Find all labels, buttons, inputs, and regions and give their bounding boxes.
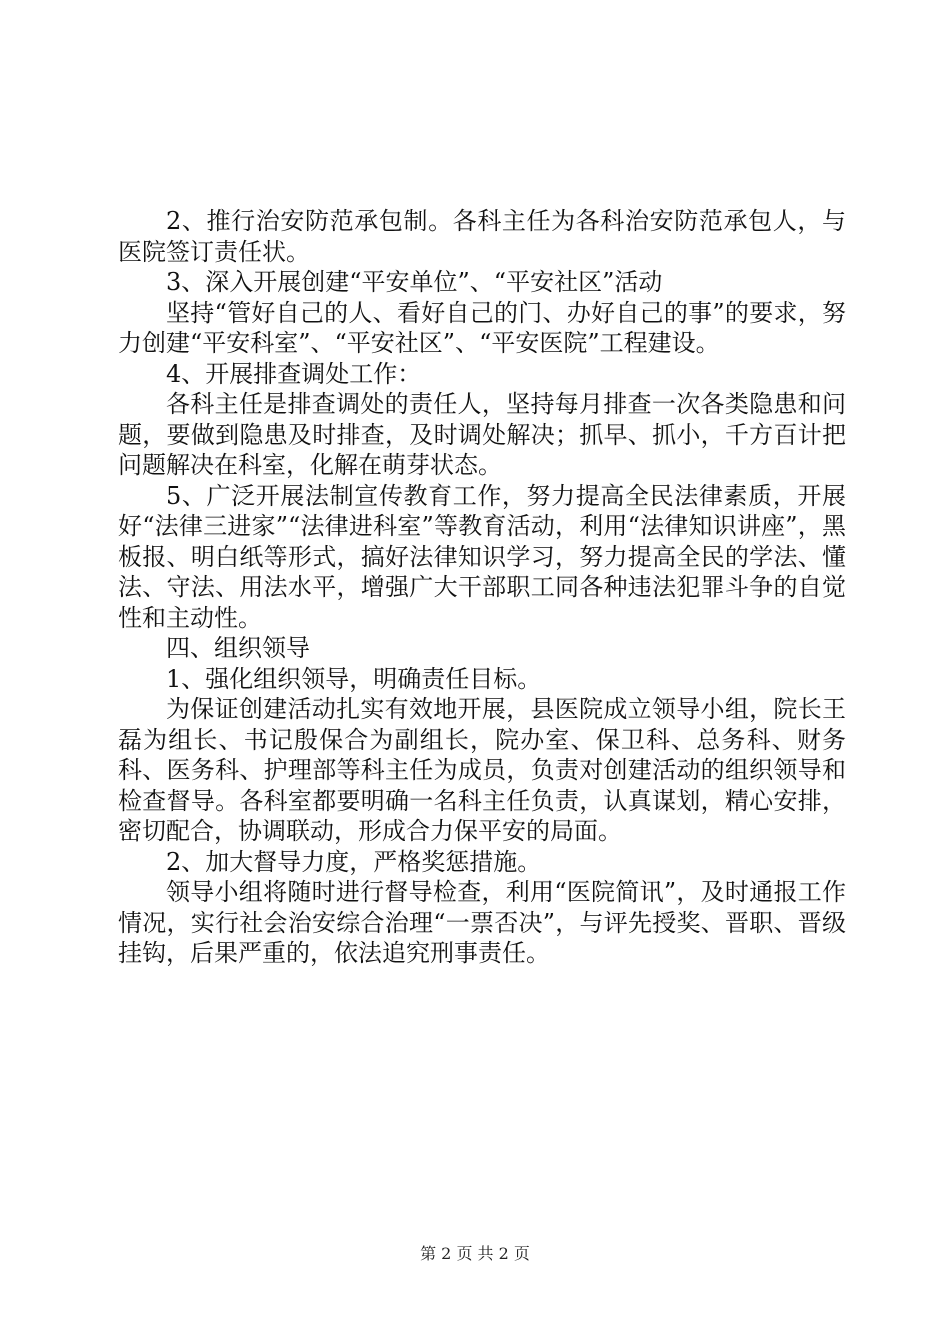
- paragraph-org-2-body: 领导小组将随时进行督导检查，利用“医院简讯”，及时通报工作情况，实行社会治安综合治理“一票否决”，与评先授奖、晋职、晋级挂钩，后果严重的，依法追究刑事责任。: [118, 878, 846, 967]
- paragraph-item-5: 5、广泛开展法制宣传教育工作，努力提高全民法律素质，开展好“法律三进家”“法律进科室”等教育活动，利用“法律知识讲座”，黑板报、明白纸等形式，搞好法律知识学习，努力提高全民的学法、懂法、守法、用法水平，增强广大干部职工同各种违法犯罪斗争的自觉性和主动性。: [118, 481, 846, 632]
- paragraph-org-1-heading: 1、强化组织领导，明确责任目标。: [166, 664, 542, 693]
- paragraph-org-2-heading: 2、加大督导力度，严格奖惩措施。: [166, 847, 542, 876]
- paragraph-item-4-body: 各科主任是排查调处的责任人，坚持每月排查一次各类隐患和问题，要做到隐患及时排查，及时调处解决；抓早、抓小，千方百计把问题解决在科室，化解在萌芽状态。: [118, 390, 846, 479]
- paragraph-item-2: 2、推行治安防范承包制。各科主任为各科治安防范承包人，与医院签订责任状。: [118, 207, 846, 266]
- paragraph-item-3-heading: 3、深入开展创建“平安单位”、“平安社区”活动: [166, 268, 663, 296]
- paragraph-org-1-body: 为保证创建活动扎实有效地开展，县医院成立领导小组，院长王磊为组长、书记殷保合为副组长，院办室、保卫科、总务科、财务科、医务科、护理部等科主任为成员，负责对创建活动的组织领导和检查督导。各科室都要明确一名科主任负责，认真谋划，精心安排，密切配合，协调联动，形成合力保平安的局面。: [118, 695, 846, 845]
- section-heading-organization: 四、组织领导: [166, 634, 310, 662]
- paragraph-item-4-heading: 4、开展排查调处工作：: [166, 359, 422, 388]
- paragraph-item-3-body: 坚持“管好自己的人、看好自己的门、办好自己的事”的要求，努力创建“平安科室”、“平安社区”、“平安医院”工程建设。: [118, 298, 846, 357]
- document-body: [118, 206, 846, 969]
- page-footer: 第 2 页 共 2 页: [420, 1244, 530, 1263]
